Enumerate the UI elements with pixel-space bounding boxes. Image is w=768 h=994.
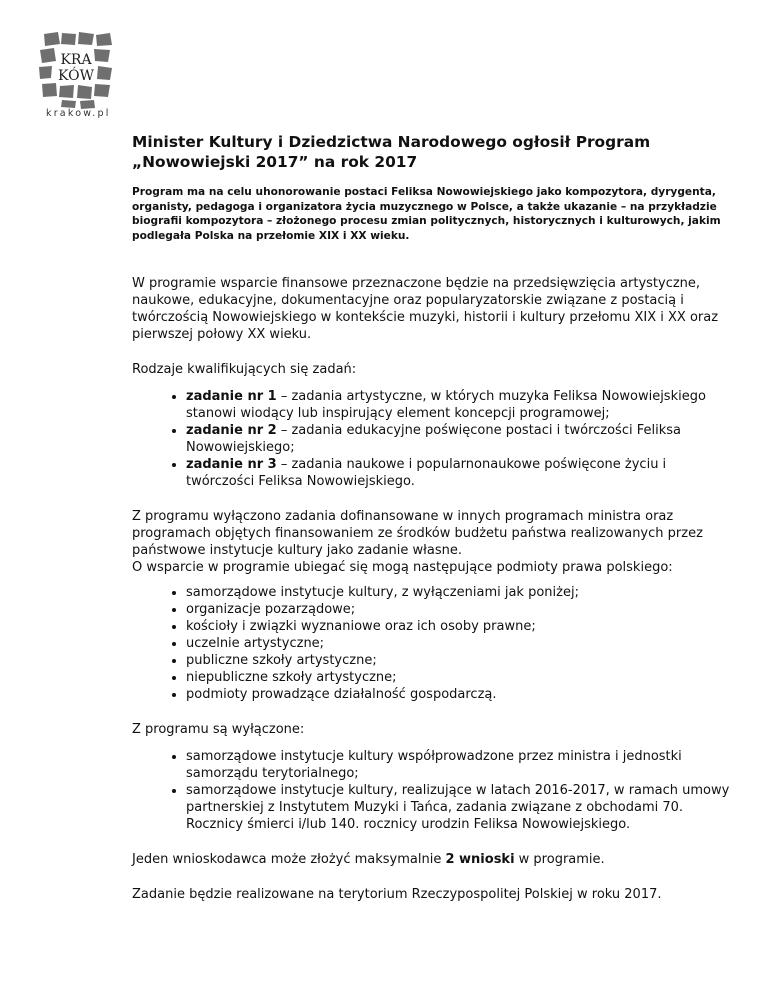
task-label: zadanie nr 1 — [186, 389, 277, 405]
task-text: – zadania edukacyjne poświęcone postaci i twórczości Feliksa Nowowiejskiego; — [186, 423, 681, 456]
logo-text-kow: KÓW — [58, 68, 94, 84]
list-item: • samorządowe instytucje kultury, z wyłączeniami jak poniżej; — [186, 584, 732, 601]
list-item: • organizacje pozarządowe; — [186, 601, 732, 618]
lead-paragraph: Program ma na celu uhonorowanie postaci Feliksa Nowowiejskiego jako kompozytora, dyrygenta, organisty, pedagoga i organizatora życia muzycznego w Polsce, a także ukazanie – na przykładzie biografii kompozytora – złożonego procesu zmian politycznych, historycznych i kulturowych, jakim podlegała Polska na przełomie XIX i XX wieku. — [132, 186, 721, 242]
eligible-heading: O wsparcie w programie ubiegać się mogą następujące podmioty prawa polskiego: — [132, 560, 673, 576]
excluded-heading: Z programu są wyłączone: — [132, 722, 305, 738]
task-text: – zadania naukowe i popularnonaukowe poświęcone życiu i twórczości Feliksa Nowowiejskiego. — [186, 457, 667, 490]
final-paragraph: Zadanie będzie realizowane na terytorium Rzeczypospolitej Polskiej w roku 2017. — [132, 887, 662, 903]
list-item: • publiczne szkoły artystyczne; — [186, 652, 732, 669]
list-item: • samorządowe instytucje kultury współprowadzone przez ministra i jednostki samorządu terytorialnego; — [186, 748, 732, 782]
logo-caption: krakow.pl — [46, 108, 111, 119]
exclusion-paragraph: Z programu wyłączono zadania dofinansowane w innych programach ministra oraz programach objętych finansowaniem ze środków budżetu państwa realizowanych przez państwowe instytucje kultury jako zadanie własne. — [132, 509, 703, 559]
list-item — [186, 456, 732, 490]
tasks-heading: Rodzaje kwalifikujących się zadań: — [132, 362, 357, 378]
krakow-logo-mark — [36, 30, 116, 110]
task-label: zadanie nr 2 — [186, 423, 277, 439]
limit-paragraph — [132, 851, 732, 868]
list-item — [186, 388, 732, 422]
tasks-list — [132, 388, 732, 490]
limit-count: 2 wnioski — [445, 852, 515, 868]
logo-text-kra: KRA — [60, 52, 92, 68]
limit-text-after: w programie. — [514, 852, 605, 868]
task-label: zadanie nr 3 — [186, 457, 277, 473]
page-title: Minister Kultury i Dziedzictwa Narodowego ogłosił Program „Nowowiejski 2017” na rok 2017 — [132, 133, 651, 171]
list-item: • samorządowe instytucje kultury, realizujące w latach 2016-2017, w ramach umowy partnerskiej z Instytutem Muzyki i Tańca, zadania związane z obchodami 70. Rocznicy śmierci i/lub 140. rocznicy urodzin Feliksa Nowowiejskiego. — [186, 782, 732, 833]
excluded-list — [132, 748, 732, 833]
article — [132, 132, 732, 903]
task-text: – zadania artystyczne, w których muzyka Feliksa Nowowiejskiego stanowi wiodący lub inspirujący element koncepcji programowej; — [186, 389, 706, 422]
list-item: • uczelnie artystyczne; — [186, 635, 732, 652]
eligible-list — [132, 584, 732, 703]
list-item — [186, 422, 732, 456]
intro-paragraph: W programie wsparcie finansowe przeznaczone będzie na przedsięwzięcia artystyczne, naukowe, edukacyjne, dokumentacyjne oraz popularyzatorskie związane z postacią i twórczością Nowowiejskiego w kontekście muzyki, historii i kultury przełomu XIX i XX oraz pierwszej połowy XX wieku. — [132, 276, 719, 343]
list-item: • kościoły i związki wyznaniowe oraz ich osoby prawne; — [186, 618, 732, 635]
list-item: • podmioty prowadzące działalność gospodarczą. — [186, 686, 732, 703]
list-item: • niepubliczne szkoły artystyczne; — [186, 669, 732, 686]
limit-text-before: Jeden wnioskodawca może złożyć maksymalnie — [132, 852, 446, 868]
